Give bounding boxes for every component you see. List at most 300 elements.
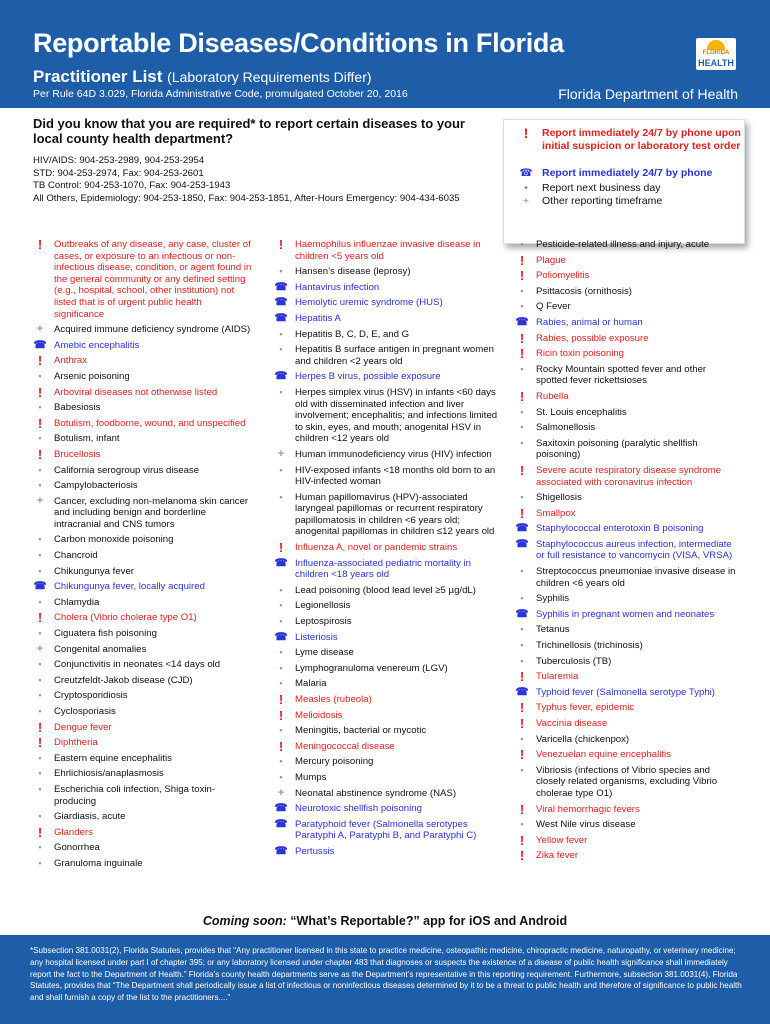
- phone-icon: ☎: [274, 280, 288, 293]
- exclamation-icon: !: [278, 707, 284, 723]
- disease-name: Giardiasis, acute: [54, 811, 126, 823]
- disease-item: [33, 753, 253, 765]
- disease-item: [33, 550, 253, 562]
- disease-name: Malaria: [295, 678, 327, 690]
- bullet-icon: •: [38, 752, 42, 763]
- disease-name: California serogroup virus disease: [54, 464, 200, 476]
- exclamation-icon: !: [519, 747, 525, 763]
- disease-item: [33, 719, 253, 735]
- disease-name: Chancroid: [54, 550, 98, 562]
- disease-item: [515, 317, 740, 329]
- exclamation-icon: !: [519, 346, 525, 362]
- disease-item: [274, 329, 504, 341]
- bullet-icon: •: [279, 756, 283, 767]
- disease-name: Vibriosis (infections of Vibrio species and closely related organisms, excluding Vibrio cholerae type O1): [536, 764, 718, 799]
- disease-item: [33, 612, 253, 624]
- rule-citation: Per Rule 64D 3.029, Florida Administrative Code, promulgated October 20, 2016: [33, 88, 408, 100]
- bullet-icon: •: [38, 534, 42, 545]
- phone-icon: ☎: [33, 338, 47, 351]
- exclamation-icon: !: [278, 692, 284, 707]
- disease-item: [33, 581, 253, 593]
- disease-name: Carbon monoxide poisoning: [54, 534, 174, 546]
- disease-name: Rubella: [536, 390, 569, 402]
- exclamation-icon: !: [37, 415, 43, 431]
- disease-name: Acquired immune deficiency syndrome (AIDS): [54, 324, 251, 336]
- disease-item: [33, 402, 253, 414]
- bullet-icon: •: [520, 819, 524, 830]
- phone-icon: ☎: [274, 311, 288, 324]
- disease-name: HIV-exposed infants <18 months old born to an HIV-infected woman: [295, 464, 496, 488]
- bullet-icon: •: [520, 624, 524, 635]
- bullet-icon: •: [38, 783, 42, 794]
- disease-item: [274, 725, 504, 737]
- plus-icon: +: [36, 494, 44, 507]
- disease-name: Human papillomavirus (HPV)-associated laryngeal papillomas or recurrent respiratory papillomatosis in children <6 years old; anogenital papillomas in children ≤12 years old: [295, 491, 495, 538]
- disease-name: Cyclosporiasis: [54, 706, 116, 717]
- exclamation-icon: !: [519, 252, 525, 268]
- exclamation-icon: !: [519, 848, 525, 864]
- disease-name: Influenza-associated pediatric mortality in children <18 years old: [295, 557, 471, 581]
- disease-name: Campylobacteriosis: [54, 480, 138, 492]
- contact-hiv: HIV/AIDS: 904-253-2989, 904-253-2954: [33, 155, 205, 166]
- disease-name: Tuberculosis (TB): [536, 655, 612, 667]
- exclamation-icon: !: [37, 384, 43, 400]
- disease-name: Cryptosporidiosis: [54, 690, 128, 702]
- disease-name: Meningitis, bacterial or mycotic: [295, 725, 427, 737]
- bullet-icon: •: [38, 628, 42, 639]
- bullet-icon: •: [520, 593, 524, 604]
- bullet-icon: •: [520, 363, 524, 374]
- disease-name: Lyme disease: [295, 647, 354, 659]
- page-title: Reportable Diseases/Conditions in Florida: [33, 28, 564, 58]
- disease-name: Psittacosis (ornithosis): [536, 285, 632, 297]
- disease-name: Pertussis: [295, 845, 335, 857]
- exclamation-icon: !: [37, 735, 43, 751]
- disease-item: [274, 297, 504, 309]
- bullet-icon: •: [38, 433, 42, 444]
- legend-label: Report immediately 24/7 by phone upon initial suspicion or laboratory test order: [542, 127, 741, 152]
- disease-item: [33, 659, 253, 671]
- exclamation-icon: !: [278, 237, 284, 252]
- disease-item: [33, 675, 253, 687]
- disease-item: [33, 597, 253, 609]
- bullet-icon: •: [279, 600, 283, 611]
- disease-name: St. Louis encephalitis: [536, 406, 627, 418]
- disease-name: Yellow fever: [536, 834, 588, 846]
- disease-item: [274, 585, 504, 597]
- disease-item: [515, 286, 740, 298]
- disease-name: Shigellosis: [536, 492, 582, 504]
- disease-name: Hepatitis B, C, D, E, and G: [295, 328, 410, 340]
- disease-name: Varicella (chickenpox): [536, 733, 630, 745]
- phone-icon: ☎: [274, 802, 288, 815]
- disease-name: Trichinellosis (trichinosis): [536, 640, 643, 652]
- disease-name: Tularemia: [536, 671, 579, 683]
- disease-name: Smallpox: [536, 507, 576, 519]
- coming-soon-label: Coming soon:: [202, 914, 287, 928]
- exclamation-icon: !: [37, 446, 43, 462]
- exclamation-icon: !: [37, 719, 43, 735]
- disease-name: Meningococcal disease: [295, 740, 395, 752]
- disease-item: [274, 663, 504, 675]
- bullet-icon: •: [279, 491, 283, 502]
- bullet-icon: •: [520, 422, 524, 433]
- disease-item: [33, 690, 253, 702]
- disease-item: [33, 433, 253, 445]
- exclamation-icon: !: [37, 353, 43, 369]
- phone-icon: ☎: [33, 580, 47, 593]
- disease-name: Zika fever: [536, 850, 579, 862]
- disease-name: Typhus fever, epidemic: [536, 702, 635, 714]
- disease-item: [33, 706, 253, 718]
- disease-item: [33, 496, 253, 531]
- phone-icon: ☎: [515, 685, 529, 698]
- disease-name: Arboviral diseases not otherwise listed: [54, 386, 218, 398]
- bullet-icon: •: [279, 344, 283, 355]
- disease-item: [515, 348, 740, 360]
- legend-box: [503, 119, 745, 244]
- disease-name: Neonatal abstinence syndrome (NAS): [295, 787, 457, 799]
- bullet-icon: •: [520, 285, 524, 296]
- disease-item: [274, 371, 504, 383]
- phone-icon: ☎: [274, 630, 288, 643]
- disease-name: Rabies, possible exposure: [536, 332, 649, 344]
- disease-item: [515, 523, 740, 535]
- disease-item: [515, 819, 740, 831]
- disease-column-2: [274, 239, 504, 862]
- disease-name: Ciguatera fish poisoning: [54, 628, 157, 640]
- disease-item: [274, 542, 504, 554]
- bullet-icon: •: [279, 328, 283, 339]
- disease-name: Cancer, excluding non-melanoma skin cancer and including benign and borderline intracranial and CNS tumors: [54, 495, 249, 530]
- disease-item: [33, 465, 253, 477]
- phone-icon: ☎: [274, 370, 288, 383]
- phone-icon: ☎: [274, 556, 288, 569]
- disease-name: Hepatitis B surface antigen in pregnant women and children <2 years old: [295, 344, 494, 367]
- logo-text-bottom: HEALTH: [698, 58, 734, 68]
- bullet-icon: •: [38, 706, 42, 716]
- bullet-icon: •: [279, 464, 283, 475]
- disease-name: Eastern equine encephalitis: [54, 752, 172, 764]
- disease-name: Human immunodeficiency virus (HIV) infection: [295, 448, 492, 460]
- exclamation-icon: !: [519, 268, 525, 284]
- phone-icon: ☎: [519, 167, 533, 179]
- disease-item: [515, 270, 740, 282]
- contact-std: STD: 904-253-2974, Fax: 904-253-2601: [33, 167, 204, 179]
- disease-name: Legionellosis: [295, 600, 351, 612]
- disease-item: [515, 301, 740, 313]
- disease-name: Pesticide-related illness and injury, acute: [536, 239, 710, 250]
- plus-icon: +: [277, 447, 285, 460]
- disease-name: Lymphogranuloma venereum (LGV): [295, 662, 448, 674]
- disease-name: Gonorrhea: [54, 842, 100, 854]
- disease-name: Mumps: [295, 771, 327, 783]
- bullet-icon: •: [279, 266, 283, 277]
- disease-item: [515, 765, 740, 800]
- disease-item: [515, 438, 740, 461]
- disease-item: [33, 384, 253, 400]
- disease-item: [33, 534, 253, 546]
- disease-item: [33, 324, 253, 336]
- bullet-icon: •: [524, 182, 528, 194]
- disease-name: Vaccinia disease: [536, 718, 608, 729]
- disease-name: Rabies, animal or human: [536, 316, 643, 328]
- bullet-icon: •: [38, 596, 42, 607]
- disease-name: Amebic encephalitis: [54, 339, 140, 351]
- exclamation-icon: !: [519, 505, 525, 521]
- bullet-icon: •: [520, 655, 524, 666]
- disease-name: Measles (rubeola): [295, 694, 372, 705]
- bullet-icon: •: [38, 659, 42, 670]
- disease-item: [274, 492, 504, 538]
- disease-name: Glanders: [54, 826, 93, 838]
- disease-item: [33, 355, 253, 367]
- bullet-icon: •: [38, 690, 42, 701]
- disease-name: Cholera (Vibrio cholerae type O1): [54, 612, 197, 624]
- disease-name: Haemophilus influenzae invasive disease in children <5 years old: [295, 239, 481, 262]
- disease-name: Chlamydia: [54, 596, 100, 608]
- exclamation-icon: !: [37, 824, 43, 840]
- bullet-icon: •: [279, 678, 283, 689]
- bullet-icon: •: [520, 406, 524, 417]
- exclamation-icon: !: [278, 540, 284, 556]
- disease-item: [274, 449, 504, 461]
- plus-icon: +: [36, 642, 44, 655]
- disease-item: [33, 480, 253, 492]
- disease-item: [274, 819, 504, 842]
- disease-item: [274, 387, 504, 445]
- coming-soon-text: “What’s Reportable?” app for iOS and Android: [286, 914, 568, 928]
- disease-name: Neurotoxic shellfish poisoning: [295, 803, 422, 815]
- bullet-icon: •: [38, 370, 42, 381]
- disease-name: Granuloma inguinale: [54, 857, 143, 869]
- disease-item: [33, 239, 253, 320]
- disease-item: [515, 801, 740, 817]
- disease-item: [515, 539, 740, 562]
- disease-name: Escherichia coli infection, Shiga toxin-producing: [54, 783, 216, 807]
- disease-item: [274, 738, 504, 754]
- disease-item: [33, 784, 253, 807]
- disease-item: [515, 505, 740, 521]
- disease-item: [274, 282, 504, 294]
- disease-item: [274, 632, 504, 644]
- disease-item: [33, 415, 253, 431]
- bullet-icon: •: [38, 464, 42, 475]
- page-subtitle: [33, 67, 372, 87]
- disease-name: Herpes B virus, possible exposure: [295, 371, 441, 383]
- disease-name: Anthrax: [54, 355, 88, 367]
- bullet-icon: •: [279, 584, 283, 595]
- disease-item: [515, 702, 740, 714]
- disease-name: Leptospirosis: [295, 616, 352, 628]
- disease-name: Plague: [536, 254, 566, 266]
- exclamation-icon: !: [519, 801, 525, 817]
- bullet-icon: •: [279, 647, 283, 658]
- exclamation-icon: !: [519, 330, 525, 346]
- disease-item: [274, 344, 504, 367]
- exclamation-icon: !: [519, 462, 525, 478]
- disease-item: [33, 371, 253, 383]
- disease-item: [274, 616, 504, 628]
- bullet-icon: •: [38, 768, 42, 779]
- exclamation-icon: !: [37, 610, 43, 626]
- disease-name: Staphylococcal enterotoxin B poisoning: [536, 523, 704, 535]
- disease-item: [515, 422, 740, 434]
- disease-item: [33, 824, 253, 840]
- disease-item: [33, 340, 253, 352]
- disease-item: [515, 609, 740, 621]
- disease-item: [274, 788, 504, 800]
- disease-name: Salmonellosis: [536, 422, 596, 434]
- disease-item: [515, 656, 740, 668]
- disease-item: [274, 772, 504, 784]
- disease-item: [274, 558, 504, 581]
- disease-name: Diphtheria: [54, 737, 98, 749]
- disease-item: [515, 364, 740, 387]
- bullet-icon: •: [520, 640, 524, 651]
- phone-icon: ☎: [515, 315, 529, 328]
- disease-name: Typhoid fever (Salmonella serotype Typhi): [536, 686, 715, 698]
- exclamation-icon: !: [519, 832, 525, 848]
- bullet-icon: •: [38, 565, 42, 576]
- bullet-icon: •: [520, 301, 524, 312]
- disease-item: [274, 313, 504, 325]
- bullet-icon: •: [520, 239, 524, 249]
- coming-soon-banner: [0, 914, 770, 928]
- disease-name: Listeriosis: [295, 631, 338, 643]
- disease-item: [33, 644, 253, 656]
- bullet-icon: •: [520, 437, 524, 448]
- disease-item: [515, 640, 740, 652]
- subtitle-light: (Laboratory Requirements Differ): [167, 69, 372, 85]
- disease-name: Tetanus: [536, 624, 570, 636]
- legend-label: Report immediately 24/7 by phone: [542, 167, 713, 179]
- disease-name: Syphilis in pregnant women and neonates: [536, 608, 715, 620]
- disease-item: [33, 446, 253, 462]
- contact-list: [33, 155, 503, 205]
- disease-name: Hemolytic uremic syndrome (HUS): [295, 297, 443, 309]
- disease-name: Venezuelan equine encephalitis: [536, 749, 671, 761]
- disease-item: [515, 832, 740, 848]
- disease-name: Botulism, infant: [54, 433, 120, 445]
- logo-text-top: FLORIDA: [702, 50, 730, 56]
- disease-name: Staphylococcus aureus infection, intermediate or full resistance to vancomycin (VISA, VRSA): [536, 538, 733, 562]
- disease-name: Ricin toxin poisoning: [536, 348, 624, 360]
- phone-icon: ☎: [515, 607, 529, 620]
- disease-name: Severe acute respiratory disease syndrome associated with coronavirus infection: [536, 464, 722, 488]
- disease-name: Hantavirus infection: [295, 281, 380, 293]
- contact-epidemiology: All Others, Epidemiology: 904-253-1850, Fax: 904-253-1851, After-Hours Emergency: 904-434-6035: [33, 192, 460, 204]
- disease-name: Hansen’s disease (leprosy): [295, 266, 411, 278]
- disease-name: Ehrlichiosis/anaplasmosis: [54, 768, 164, 780]
- bullet-icon: •: [520, 764, 524, 775]
- bullet-icon: •: [38, 674, 42, 685]
- plus-icon: +: [36, 323, 44, 336]
- bullet-icon: •: [279, 725, 283, 736]
- bullet-icon: •: [38, 550, 42, 561]
- bullet-icon: •: [38, 857, 42, 868]
- header-banner: [0, 0, 770, 108]
- disease-item: [515, 624, 740, 636]
- disease-item: [515, 330, 740, 346]
- disease-item: [515, 462, 740, 488]
- disease-name: Dengue fever: [54, 721, 112, 733]
- disease-item: [33, 628, 253, 640]
- bullet-icon: •: [520, 492, 524, 503]
- disease-item: [274, 266, 504, 278]
- disease-name: Rocky Mountain spotted fever and other spotted fever rickettsioses: [536, 363, 707, 387]
- bullet-icon: •: [279, 616, 283, 627]
- disease-item: [515, 407, 740, 419]
- exclamation-icon: !: [519, 669, 525, 685]
- disease-name: Congenital anomalies: [54, 643, 147, 655]
- disease-name: Herpes simplex virus (HSV) in infants <60 days old with disseminated infection and liver involvement; encephalitis; and infections limited to skin, eyes, and mouth; anogenital HSV in children <12 years old: [295, 386, 498, 445]
- disease-item: [515, 749, 740, 761]
- disease-item: [515, 239, 740, 251]
- plus-icon: +: [522, 195, 530, 207]
- bullet-icon: •: [520, 566, 524, 577]
- disease-item: [274, 678, 504, 690]
- disease-name: West Nile virus disease: [536, 819, 636, 831]
- disease-name: Mercury poisoning: [295, 756, 374, 768]
- exclamation-icon: !: [519, 716, 525, 731]
- disease-name: Poliomyelitis: [536, 270, 590, 282]
- disease-name: Hepatitis A: [295, 312, 341, 324]
- contact-tb: TB Control: 904-253-1070, Fax: 904-253-1943: [33, 180, 231, 191]
- disease-item: [515, 734, 740, 746]
- phone-icon: ☎: [274, 844, 288, 857]
- disease-name: Streptococcus pneumoniae invasive disease in children <6 years old: [536, 566, 736, 589]
- sun-icon: [707, 40, 725, 50]
- exclamation-icon: !: [519, 388, 525, 404]
- disease-column-1: [33, 239, 253, 874]
- disease-item: [515, 687, 740, 699]
- disease-item: [274, 756, 504, 768]
- disease-item: [33, 737, 253, 749]
- disease-name: Outbreaks of any disease, any case, cluster of cases, or exposure to an infectious or non-infectious disease, condition, or agent found in the general community or any defined setting (e.g., hospital, school, other institution) not listed that is of urgent public health significance: [54, 239, 252, 320]
- disease-name: Creutzfeldt-Jakob disease (CJD): [54, 674, 193, 686]
- disease-name: Melioidosis: [295, 709, 343, 721]
- bullet-icon: •: [38, 480, 42, 491]
- bullet-icon: •: [279, 662, 283, 673]
- disease-column-3: [515, 239, 740, 866]
- disease-name: Babesiosis: [54, 402, 101, 414]
- exclamation-icon: !: [523, 125, 529, 141]
- legend-label: Other reporting timeframe: [542, 195, 663, 207]
- disease-item: [274, 846, 504, 858]
- disease-item: [33, 566, 253, 578]
- exclamation-icon: !: [519, 700, 525, 716]
- phone-icon: ☎: [515, 522, 529, 535]
- bullet-icon: •: [520, 733, 524, 744]
- disease-name: Viral hemorrhagic fevers: [536, 803, 640, 815]
- footer-text: *Subsection 381.0031(2), Florida Statutes, provides that “Any practitioner licensed in this state to practice medicine, osteopathic medicine, chiropractic medicine, naturopathy, or veterinary medicine; any hospital licensed under part I of chapter 395; or any laboratory licensed under chapter 483 that diagnoses or suspects the existence of a disease of public health significance shall immediately report the fact to the Department of Health.” Florida’s county health departments serve as the Department’s representative in this reporting requirement. Furthermore, subsection 381.0031(4), Florida Statutes, provides that “The Department shall periodically issue a list of infectious or noninfectious diseases determined by it to be a threat to public health and therefore of significance to public health and shall furnish a copy of the list to the practitioners....”: [30, 946, 742, 1003]
- disease-item: [515, 850, 740, 862]
- disease-item: [33, 811, 253, 823]
- disease-name: Brucellosis: [54, 448, 101, 460]
- disease-name: Chikungunya fever: [54, 565, 134, 577]
- disease-item: [274, 647, 504, 659]
- disease-item: [33, 858, 253, 870]
- plus-icon: +: [277, 786, 285, 799]
- disease-item: [274, 707, 504, 723]
- disease-item: [274, 600, 504, 612]
- disease-name: Lead poisoning (blood lead level ≥5 µg/dL): [295, 584, 476, 596]
- disease-item: [274, 239, 504, 262]
- disease-name: Arsenic poisoning: [54, 370, 130, 382]
- disease-item: [515, 252, 740, 268]
- disease-name: Q Fever: [536, 301, 571, 313]
